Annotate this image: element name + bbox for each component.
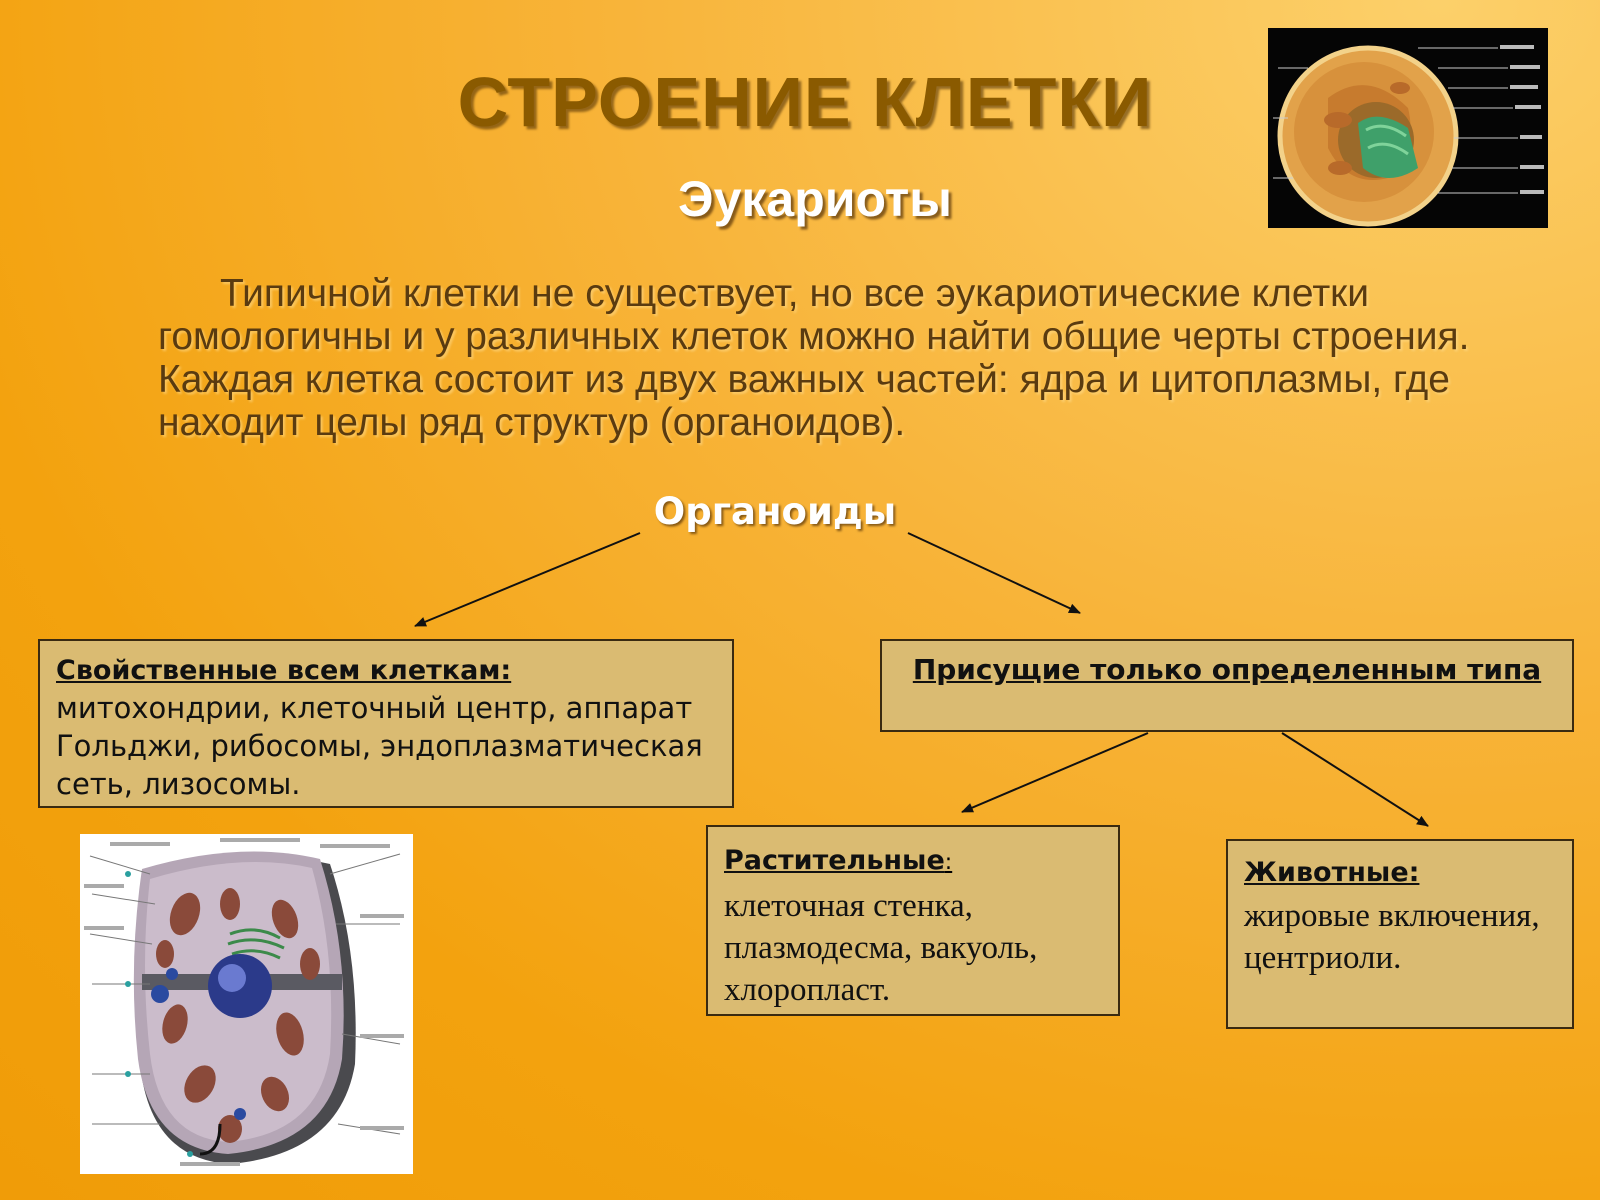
plant-text: клеточная стенка, плазмодесма, вакуоль, хлоропласт.	[724, 888, 1038, 1008]
specific-heading: Присущие только определенным типа	[912, 653, 1542, 686]
plant-organoids-box	[706, 825, 1120, 1016]
plant-heading: Растительные	[724, 845, 945, 876]
arrow-to-animal	[1282, 733, 1428, 826]
plant-heading-colon: :	[944, 850, 953, 875]
animal-organoids-box	[1226, 839, 1574, 1029]
arrow-to-common	[415, 533, 640, 626]
specific-organoids-box	[880, 639, 1574, 732]
animal-heading: Животные:	[1244, 857, 1420, 888]
animal-text: жировые включения, центриоли.	[1244, 898, 1540, 976]
common-heading: Свойственные всем клеткам:	[56, 655, 512, 686]
common-organoids-box	[38, 639, 734, 808]
animal-cell-cross-section-image	[80, 834, 413, 1174]
slide-subtitle: Эукариоты	[678, 171, 952, 227]
common-text: митохондрии, клеточный центр, аппарат Гольджи, рибосомы, эндоплазматическая сеть, лизосомы.	[56, 691, 703, 801]
arrow-to-specific	[908, 533, 1080, 613]
organoids-label: Органоиды	[653, 490, 897, 533]
plant-heading-line	[724, 843, 1102, 881]
cell-diagram-top-image	[1268, 28, 1548, 228]
slide-title: СТРОЕНИЕ КЛЕТКИ	[457, 63, 1153, 141]
intro-paragraph: Типичной клетки не существует, но все эукариотические клетки гомологичны и у различных клеток можно найти общие черты строения. Каждая клетка состоит из двух важных частей: ядра и цитоплазмы, где находит целы ряд структур (органоидов).	[158, 272, 1470, 444]
arrow-to-plant	[962, 733, 1148, 812]
